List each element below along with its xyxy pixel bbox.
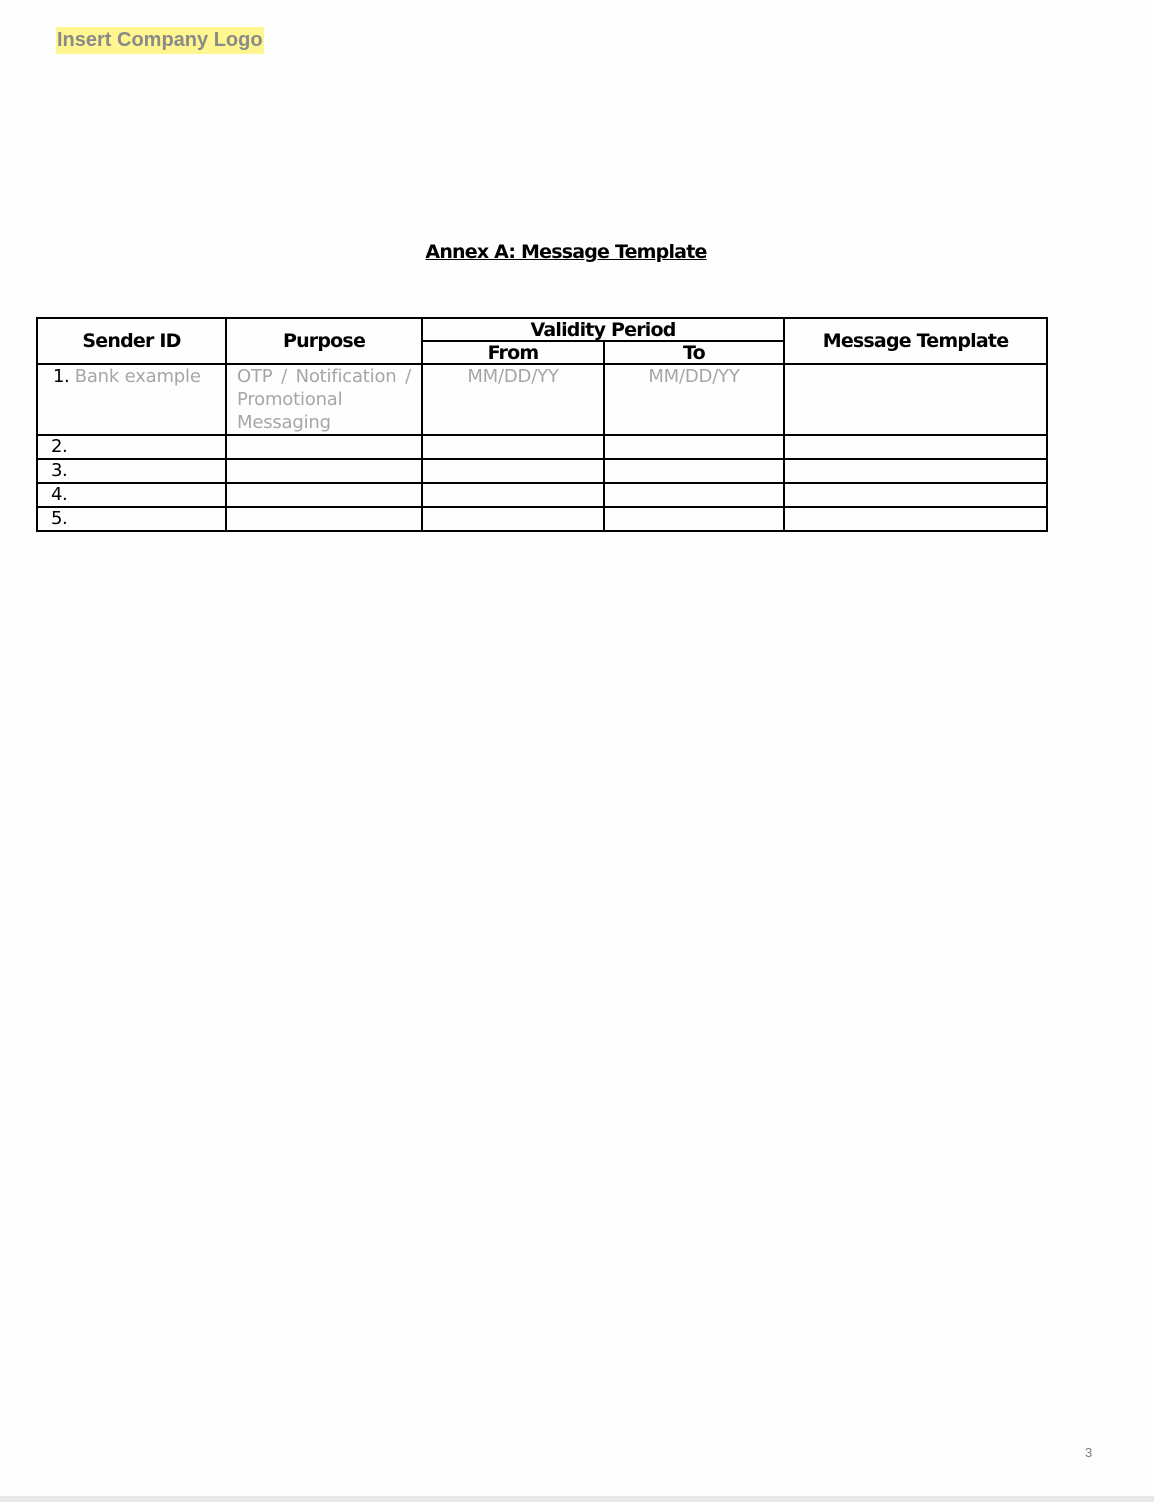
page-number: 3 — [1085, 1445, 1093, 1460]
column-header-from: From — [422, 341, 604, 364]
to-date-cell[interactable] — [604, 507, 784, 531]
row-number: 5. — [51, 508, 68, 529]
to-date-cell[interactable] — [604, 459, 784, 483]
row-number: 3. — [51, 460, 68, 481]
from-date-cell[interactable] — [422, 435, 604, 459]
to-date-cell[interactable] — [604, 483, 784, 507]
purpose-placeholder: OTP / Notification / Promotional Messaging — [237, 366, 411, 433]
company-logo-placeholder: Insert Company Logo — [56, 27, 264, 54]
row-number: 1. — [53, 366, 70, 387]
message-template-cell[interactable] — [784, 507, 1047, 531]
purpose-cell[interactable] — [226, 507, 422, 531]
column-header-to: To — [604, 341, 784, 364]
page-bottom-edge — [0, 1496, 1154, 1502]
purpose-cell[interactable] — [226, 435, 422, 459]
column-header-validity-period: Validity Period — [422, 318, 784, 341]
purpose-cell[interactable] — [226, 364, 422, 435]
column-header-message-template: Message Template — [784, 318, 1047, 364]
from-date-cell[interactable] — [422, 459, 604, 483]
message-template-cell[interactable] — [784, 483, 1047, 507]
table-row — [37, 364, 1047, 435]
from-date-cell[interactable] — [422, 364, 604, 435]
sender-id-cell[interactable] — [37, 459, 226, 483]
sender-id-placeholder: Bank example — [74, 366, 201, 387]
message-template-cell[interactable] — [784, 364, 1047, 435]
row-number: 2. — [51, 436, 68, 457]
table-row — [37, 483, 1047, 507]
row-number: 4. — [51, 484, 68, 505]
column-header-purpose: Purpose — [226, 318, 422, 364]
column-header-sender-id: Sender ID — [37, 318, 226, 364]
message-template-cell[interactable] — [784, 435, 1047, 459]
sender-id-cell[interactable] — [37, 483, 226, 507]
purpose-cell[interactable] — [226, 483, 422, 507]
from-date-cell[interactable] — [422, 507, 604, 531]
table-row — [37, 459, 1047, 483]
message-template-cell[interactable] — [784, 459, 1047, 483]
table-row — [37, 435, 1047, 459]
page-title: Annex A: Message Template — [425, 241, 707, 263]
table-header-row — [37, 318, 1047, 341]
sender-id-cell[interactable] — [37, 364, 226, 435]
from-date-cell[interactable] — [422, 483, 604, 507]
to-date-cell[interactable] — [604, 435, 784, 459]
to-date-cell[interactable] — [604, 364, 784, 435]
message-template-table — [36, 317, 1048, 532]
sender-id-cell[interactable] — [37, 507, 226, 531]
sender-id-cell[interactable] — [37, 435, 226, 459]
purpose-cell[interactable] — [226, 459, 422, 483]
table-row — [37, 507, 1047, 531]
to-date-placeholder: MM/DD/YY — [648, 366, 740, 387]
from-date-placeholder: MM/DD/YY — [467, 366, 559, 387]
